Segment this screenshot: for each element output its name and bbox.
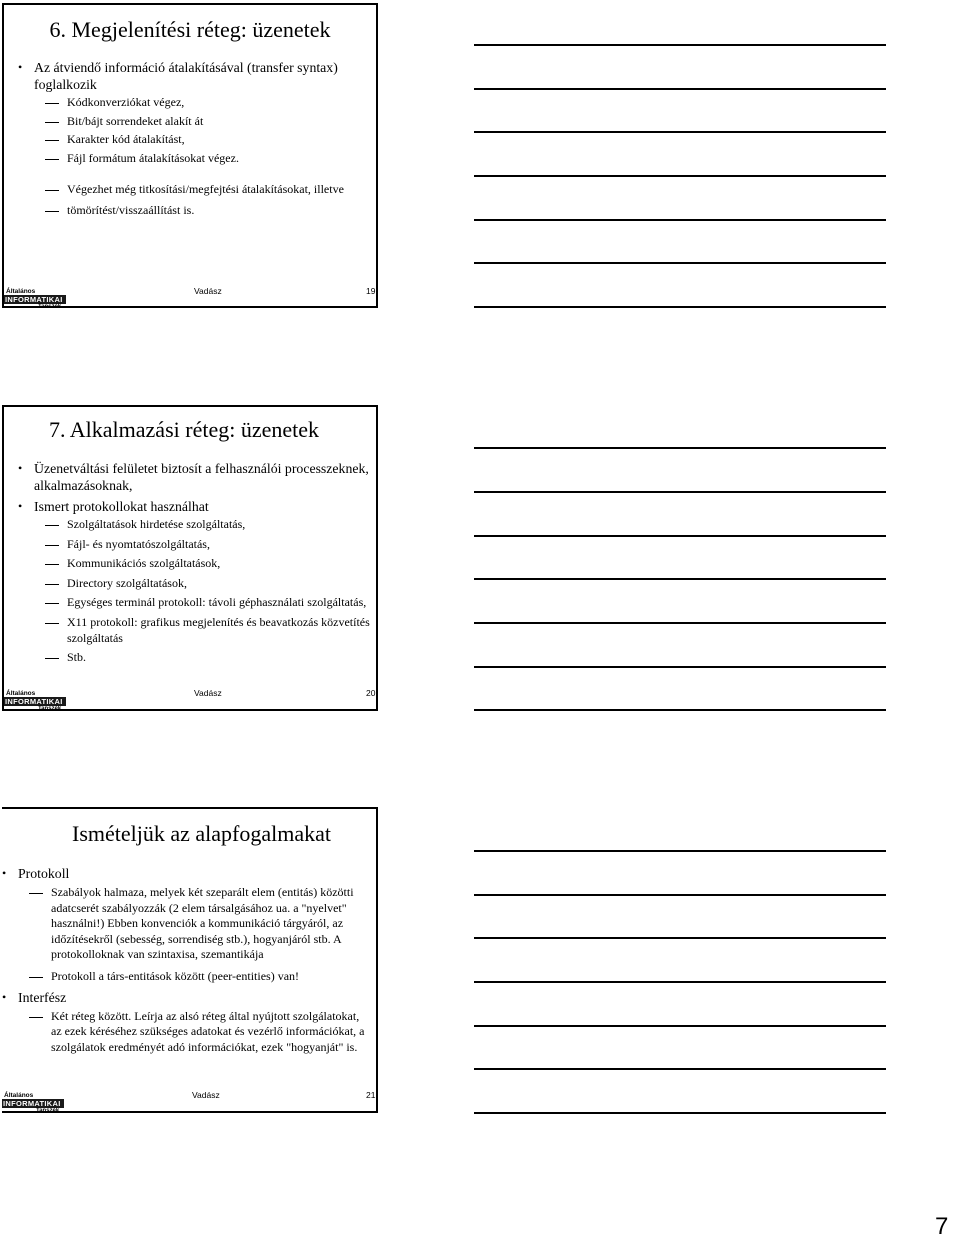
- slide-number: 20: [366, 688, 376, 698]
- sub-item: Két réteg között. Leírja az alsó réteg által nyújtott szolgálatokat, az ezek kéréséhez szükséges adatokat és vezérlő információkat, a szolgálatok eredményét adó információkat, ezek "hogyanját" is.: [0, 1009, 370, 1056]
- department-logo: Általános INFORMATIKAI Tanszék: [4, 690, 66, 712]
- page-number: 7: [935, 1213, 949, 1240]
- sub-item: Directory szolgáltatások,: [4, 576, 370, 592]
- slide-footer-author: Vadász: [194, 286, 222, 296]
- department-logo: Általános INFORMATIKAI Tanszék: [2, 1092, 64, 1114]
- slide-number: 21: [366, 1090, 376, 1100]
- sub-item: Karakter kód átalakítást,: [4, 132, 370, 148]
- sub-item: Protokoll a társ-entitások között (peer-entities) van!: [0, 969, 370, 985]
- bullet-item: • Üzenetváltási felületet biztosít a felhasználói processzeknek, alkalmazásoknak,: [4, 460, 370, 494]
- sub-item: Bit/bájt sorrendeket alakít át: [4, 114, 370, 130]
- bullet-item: • Az átviendő információ átalakításával (transfer syntax) foglalkozik: [4, 59, 370, 93]
- slide-21: [2, 807, 378, 1113]
- slide-content: [0, 865, 370, 1055]
- sub-item: Szolgáltatások hirdetése szolgáltatás,: [4, 517, 370, 533]
- sub-item: Kommunikációs szolgáltatások,: [4, 556, 370, 572]
- bullet-item: • Interfész: [0, 989, 370, 1006]
- bullet-item: • Ismert protokollokat használhat: [4, 498, 370, 515]
- slide-footer-author: Vadász: [194, 688, 222, 698]
- sub-item: Szabályok halmaza, melyek két szeparált elem (entitás) közötti adatcserét szabályozzák (2 elem társalgásához ua. a "nyelvet" használni!) Ebben konvenciók a kommunikáció tárgyáról, az időzítésekről (sebesség, sorrendiség stb.), hogyanjáról stb. A protokolloknak van szintaxisa, szemantikája: [0, 885, 370, 963]
- bullet-item: • Protokoll: [0, 865, 370, 882]
- sub-item: tömörítést/visszaállítást is.: [4, 203, 370, 219]
- slide-19: [2, 3, 378, 308]
- slide-number: 19: [366, 286, 376, 296]
- slide-title: 6. Megjelenítési réteg: üzenetek: [49, 17, 331, 42]
- slide-title: Ismételjük az alapfogalmakat: [72, 821, 331, 846]
- sub-item: Stb.: [4, 650, 370, 666]
- sub-item: Fájl formátum átalakításokat végez.: [4, 151, 370, 167]
- slide-content: [4, 59, 370, 219]
- sub-item: Fájl- és nyomtatószolgáltatás,: [4, 537, 370, 553]
- sub-item: X11 protokoll: grafikus megjelenítés és beavatkozás közvetítés szolgáltatás: [4, 615, 370, 646]
- slide-title: 7. Alkalmazási réteg: üzenetek: [49, 417, 319, 442]
- slide-content: [4, 460, 370, 666]
- slide-20: [2, 405, 378, 711]
- department-logo: Általános INFORMATIKAI Tanszék: [4, 288, 66, 310]
- sub-item: Kódkonverziókat végez,: [4, 95, 370, 111]
- slide-footer-author: Vadász: [192, 1090, 220, 1100]
- sub-item: Végezhet még titkosítási/megfejtési átalakításokat, illetve: [4, 182, 370, 198]
- sub-item: Egységes terminál protokoll: távoli géphasználati szolgáltatás,: [4, 595, 370, 611]
